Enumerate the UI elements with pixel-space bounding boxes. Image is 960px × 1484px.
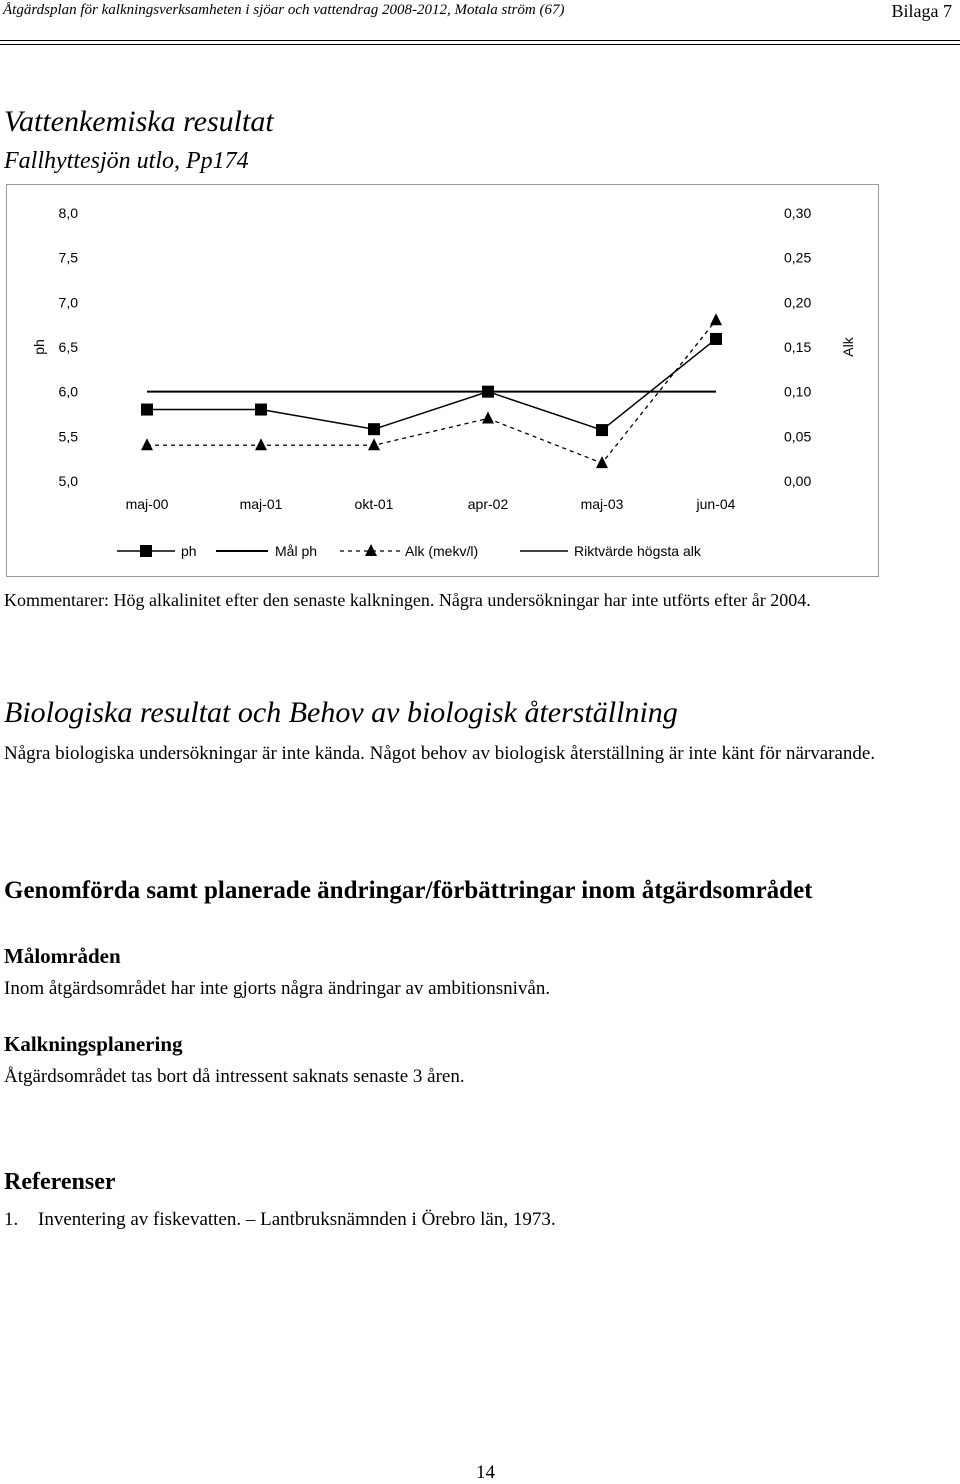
ph-point-marker [368,423,380,435]
y-left-tick-label: 7,0 [58,294,78,311]
legend-alk-label: Alk (mekv/l) [405,543,479,559]
ph-point-marker [482,386,494,398]
section-subtitle-site: Fallhyttesjön utlo, Pp174 [4,148,249,174]
target-areas-body: Inom åtgärdsområdet har inte gjorts några ändringar av ambitionsnivån. [4,978,551,999]
subsection-title-target-areas: Målområden [4,944,121,968]
y-right-tick-label: 0,00 [784,473,812,489]
legend-ph-label: ph [181,543,197,559]
y-left-tick-label: 7,5 [58,249,78,266]
y-right-tick-label: 0,25 [784,249,812,266]
liming-planning-body: Åtgärdsområdet tas bort då intressent saknats senaste 3 åren. [4,1066,465,1087]
subsection-title-liming-planning: Kalkningsplanering [4,1032,183,1056]
page-number: 14 [476,1462,495,1483]
legend-mal-ph-label: Mål ph [275,543,318,559]
y-left-tick-label: 5,5 [58,428,78,445]
legend-ph-marker [140,545,152,557]
x-tick-label: maj-01 [239,496,283,512]
x-tick-label: jun-04 [696,496,736,512]
ph-point-marker [255,404,267,416]
header-document-title: Åtgärdsplan för kalkningsverksamheten i sjöar och vattendrag 2008-2012, Motala ström (67) [3,2,565,18]
series-ph-line [147,339,716,430]
x-tick-label: okt-01 [354,496,394,512]
y-right-tick-label: 0,05 [784,428,812,445]
alk-point-marker [482,411,494,423]
x-tick-label: maj-00 [125,496,169,512]
x-tick-label: maj-03 [580,496,624,512]
ph-point-marker [710,333,722,345]
y-right-axis-title: Alk [840,337,856,357]
y-left-tick-label: 8,0 [58,205,78,221]
section-title-references: Referenser [4,1169,116,1195]
legend-riktvarde-label: Riktvärde högsta alk [574,543,701,559]
y-right-tick-label: 0,15 [784,339,812,355]
section-title-biology: Biologiska resultat och Behov av biologisk återställning [4,696,678,729]
alk-point-marker [141,438,153,450]
alk-point-marker [368,438,380,450]
y-left-axis-title: ph [31,339,47,355]
y-left-tick-label: 6,0 [58,383,78,400]
alk-point-marker [710,313,722,325]
y-right-tick-label: 0,30 [784,205,812,221]
alk-point-marker [255,438,267,450]
biology-body: Några biologiska undersökningar är inte kända. Något behov av biologisk återställning är inte känt för närvarande. [4,743,876,764]
section-title-changes: Genomförda samt planerade ändringar/förbättringar inom åtgärdsområdet [4,877,813,904]
y-right-tick-label: 0,20 [784,294,812,311]
legend-alk-marker [365,544,377,556]
reference-number: 1. [4,1209,19,1230]
reference-text: Inventering av fiskevatten. – Lantbruksnämnden i Örebro län, 1973. [38,1209,556,1230]
y-left-tick-label: 6,5 [58,339,78,355]
x-tick-label: apr-02 [467,496,509,512]
section-title-water-chemistry: Vattenkemiska resultat [4,105,274,138]
y-left-tick-label: 5,0 [58,473,78,489]
ph-point-marker [596,424,608,436]
y-right-tick-label: 0,10 [784,383,812,400]
chart-comment: Kommentarer: Hög alkalinitet efter den senaste kalkningen. Några undersökningar har inte utförts efter år 2004. [4,590,811,610]
header-appendix-label: Bilaga 7 [891,1,952,21]
ph-point-marker [141,404,153,416]
water-chemistry-chart [0,0,960,600]
